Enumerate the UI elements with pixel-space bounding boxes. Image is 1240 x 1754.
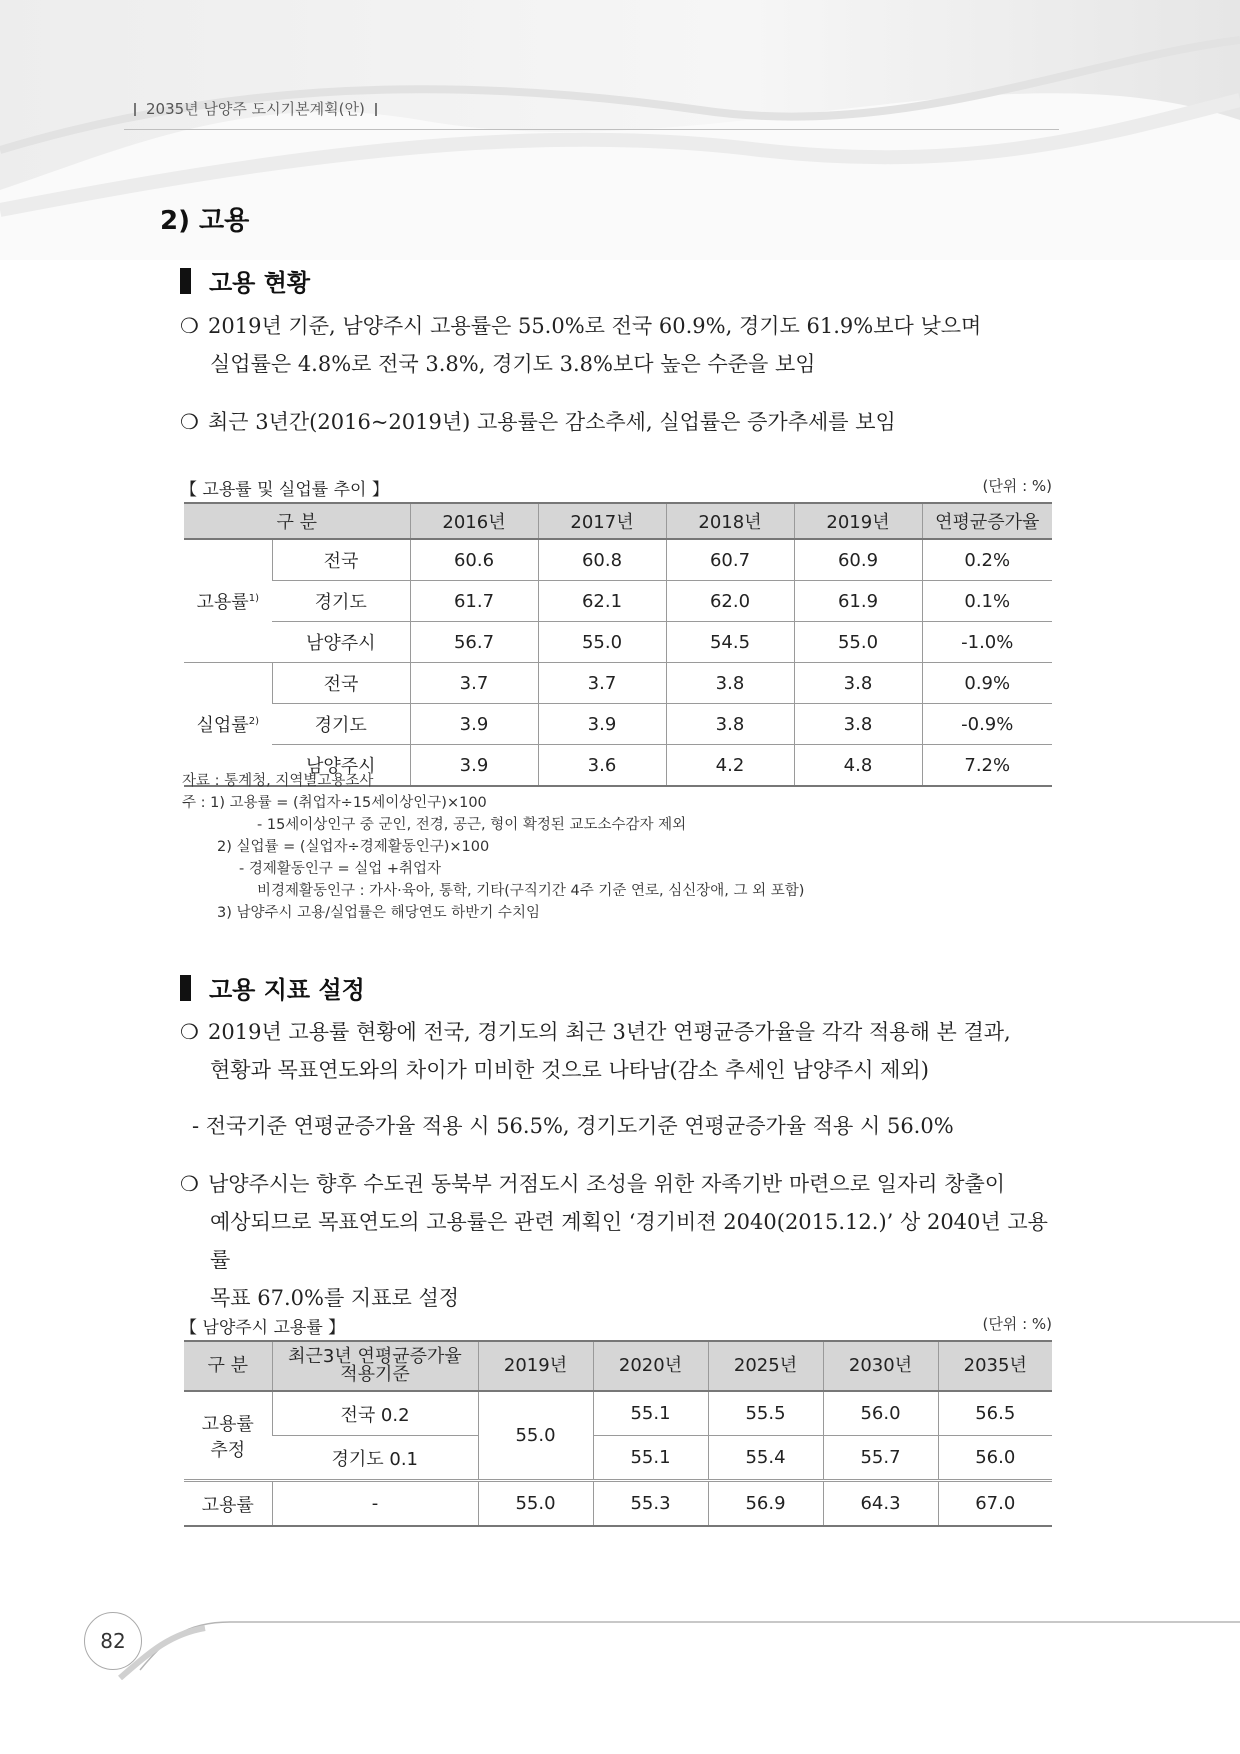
table-cell: 3.9	[410, 745, 538, 787]
table-cell: -	[272, 1481, 478, 1527]
table-cell: 경기도	[272, 581, 410, 622]
bullet-circle-icon: ❍	[180, 1172, 199, 1196]
table-row	[184, 1481, 1052, 1527]
subsection-title: 고용 현황	[209, 269, 311, 297]
namyangju-employment-table	[184, 1340, 1052, 1527]
subsection-title: 고용 지표 설정	[209, 976, 365, 1004]
table2-caption-row	[180, 1313, 1052, 1338]
table-cell: 경기도	[272, 704, 410, 745]
table1-caption-row	[180, 475, 1052, 500]
footer-swoosh-decoration	[0, 1600, 1240, 1680]
table-cell: 경기도 0.1	[272, 1436, 478, 1481]
paragraph-text: 남양주시는 향후 수도권 동북부 거점도시 조성을 위한 자족기반 마련으로 일자리 창출이	[208, 1172, 1006, 1196]
table-cell: 56.5	[938, 1391, 1052, 1436]
table-row	[184, 1391, 1052, 1436]
bullet-circle-icon: ❍	[180, 1020, 199, 1044]
table-cell: 4.8	[794, 745, 922, 787]
row-group-label	[184, 539, 272, 663]
table-cell: 0.9%	[922, 663, 1052, 704]
row-group-label	[184, 663, 272, 787]
table-header-cell: 구 분	[184, 503, 410, 539]
footnote-marker: 2)	[248, 716, 259, 727]
table-notes	[182, 770, 1062, 924]
table-cell: 3.9	[538, 704, 666, 745]
table-header-cell: 2025년	[708, 1341, 823, 1391]
table-cell: 3.7	[538, 663, 666, 704]
source-note: 자료 : 통계청, 지역별고용조사	[182, 773, 374, 789]
table-header-cell: 2016년	[410, 503, 538, 539]
header-divider	[134, 103, 136, 116]
table-cell: 고용률	[184, 1481, 272, 1527]
table-header-cell: 2017년	[538, 503, 666, 539]
footnote: - 15세이상인구 중 군인, 전경, 공근, 형이 확정된 교도소수감자 제외	[257, 817, 687, 833]
table-cell: 남양주시	[272, 622, 410, 663]
table-row	[184, 581, 1052, 622]
table-cell: 55.5	[708, 1391, 823, 1436]
table-header-cell: 2020년	[593, 1341, 708, 1391]
header-title: 2035년 남양주 도시기본계획(안)	[146, 100, 365, 118]
dash-item: - 전국기준 연평균증가율 적용 시 56.5%, 경기도기준 연평균증가율 적용 시 56.0%	[192, 1114, 954, 1138]
employment-trend-table	[184, 502, 1052, 787]
table-row	[184, 704, 1052, 745]
table-row	[184, 622, 1052, 663]
table-cell: 62.0	[666, 581, 794, 622]
table-cell: 60.7	[666, 539, 794, 581]
bullet-circle-icon: ❍	[180, 314, 199, 338]
table-cell: 55.1	[593, 1391, 708, 1436]
table-cell: 7.2%	[922, 745, 1052, 787]
table-header-cell: 2030년	[823, 1341, 938, 1391]
heading-block-icon	[180, 975, 191, 1001]
group-label-text: 고용률	[196, 592, 249, 613]
table-cell: 전국 0.2	[272, 1391, 478, 1436]
group-label-text: 실업률	[196, 715, 249, 736]
paragraph-text: 2019년 기준, 남양주시 고용률은 55.0%로 전국 60.9%, 경기도 61.9%보다 낮으며	[208, 314, 982, 338]
table-cell: 55.1	[593, 1436, 708, 1481]
section-title: 2) 고용	[160, 206, 250, 236]
paragraph-1	[180, 307, 1060, 383]
table-row	[184, 1436, 1052, 1481]
table-cell: 55.7	[823, 1436, 938, 1481]
page-number	[84, 1612, 142, 1670]
paragraph-text: 목표 67.0%를 지표로 설정	[210, 1286, 460, 1310]
table-cell: 61.9	[794, 581, 922, 622]
table-cell: 전국	[272, 539, 410, 581]
header-line: 적용기준	[340, 1364, 410, 1385]
running-header	[124, 98, 1059, 130]
table-cell: 55.0	[478, 1481, 593, 1527]
paragraph-text: 예상되므로 목표연도의 고용률은 관련 계획인 ‘경기비젼 2040(2015.12.)’ 상 2040년 고용률	[210, 1210, 1048, 1272]
table-cell: 60.6	[410, 539, 538, 581]
table-cell: 0.2%	[922, 539, 1052, 581]
table-cell: -0.9%	[922, 704, 1052, 745]
table-unit: (단위 : %)	[982, 477, 1052, 495]
paragraph-3	[180, 1013, 1060, 1089]
table-header-cell: 구 분	[184, 1341, 272, 1391]
heading-block-icon	[180, 268, 191, 294]
table-caption: 【 고용률 및 실업률 추이 】	[180, 480, 389, 500]
header-divider	[375, 103, 377, 116]
table-cell: 3.7	[410, 663, 538, 704]
table-header-cell: 2035년	[938, 1341, 1052, 1391]
table-cell: 56.7	[410, 622, 538, 663]
table-cell: 55.3	[593, 1481, 708, 1527]
footnote: 2) 실업률 = (실업자÷경제활동인구)×100	[217, 839, 490, 855]
table-cell: 56.9	[708, 1481, 823, 1527]
table-header-cell: 2019년	[478, 1341, 593, 1391]
table-cell: 55.0	[794, 622, 922, 663]
table-cell: 3.9	[410, 704, 538, 745]
table-cell: 54.5	[666, 622, 794, 663]
table-cell: 3.8	[794, 704, 922, 745]
footnote: 3) 남양주시 고용/실업률은 해당연도 하반기 수치임	[217, 905, 540, 921]
table-row	[184, 539, 1052, 581]
paragraph-2	[180, 403, 1060, 441]
table-cell: 4.2	[666, 745, 794, 787]
footnote: 비경제활동인구 : 가사·육아, 통학, 기타(구직기간 4주 기준 연로, 심신장애, 그 외 포함)	[257, 883, 805, 899]
table-row	[184, 663, 1052, 704]
table-header-cell: 2018년	[666, 503, 794, 539]
table-header-cell: 2019년	[794, 503, 922, 539]
paragraph-text: 2019년 고용률 현황에 전국, 경기도의 최근 3년간 연평균증가율을 각각 적용해 본 결과,	[208, 1020, 1011, 1044]
subsection-heading-2	[180, 970, 365, 1005]
table-header-cell	[272, 1341, 478, 1391]
bullet-circle-icon: ❍	[180, 410, 199, 434]
table-cell: 55.4	[708, 1436, 823, 1481]
table-header-cell: 연평균증가율	[922, 503, 1052, 539]
table-cell: 55.0	[538, 622, 666, 663]
subsection-heading-1	[180, 263, 310, 298]
table-cell: 3.8	[666, 704, 794, 745]
row-group-label	[184, 1391, 272, 1481]
table-cell: 62.1	[538, 581, 666, 622]
footnote-marker: 1)	[248, 593, 259, 604]
table-cell: -1.0%	[922, 622, 1052, 663]
table-cell: 3.8	[666, 663, 794, 704]
group-label-line: 추정	[210, 1439, 246, 1461]
table-cell: 전국	[272, 663, 410, 704]
paragraph-text: 최근 3년간(2016~2019년) 고용률은 감소추세, 실업률은 증가추세를 보임	[208, 410, 896, 434]
table-cell: 64.3	[823, 1481, 938, 1527]
footnote: 주 : 1) 고용률 = (취업자÷15세이상인구)×100	[182, 795, 487, 811]
paragraph-text: 현황과 목표연도와의 차이가 미비한 것으로 나타남(감소 추세인 남양주시 제외)	[210, 1058, 929, 1082]
table-cell: 61.7	[410, 581, 538, 622]
table-cell: 60.9	[794, 539, 922, 581]
table-cell: 3.8	[794, 663, 922, 704]
group-label-line: 고용률	[201, 1413, 254, 1435]
paragraph-4	[180, 1165, 1060, 1317]
table-cell: 67.0	[938, 1481, 1052, 1527]
footnote: - 경제활동인구 = 실업 +취업자	[239, 861, 442, 877]
table-cell: 3.6	[538, 745, 666, 787]
table-caption: 【 남양주시 고용률 】	[180, 1318, 346, 1338]
table-cell: 56.0	[938, 1436, 1052, 1481]
page-number-text: 82	[100, 1629, 126, 1653]
table-cell: 56.0	[823, 1391, 938, 1436]
table-unit: (단위 : %)	[982, 1315, 1052, 1333]
table-cell: 60.8	[538, 539, 666, 581]
table-cell: 55.0	[478, 1391, 593, 1481]
paragraph-text: 실업률은 4.8%로 전국 3.8%, 경기도 3.8%보다 높은 수준을 보임	[210, 352, 816, 376]
header-line: 최근3년 연평균증가율	[288, 1346, 462, 1367]
table-cell: 0.1%	[922, 581, 1052, 622]
table-cell: 남양주시	[272, 745, 410, 787]
